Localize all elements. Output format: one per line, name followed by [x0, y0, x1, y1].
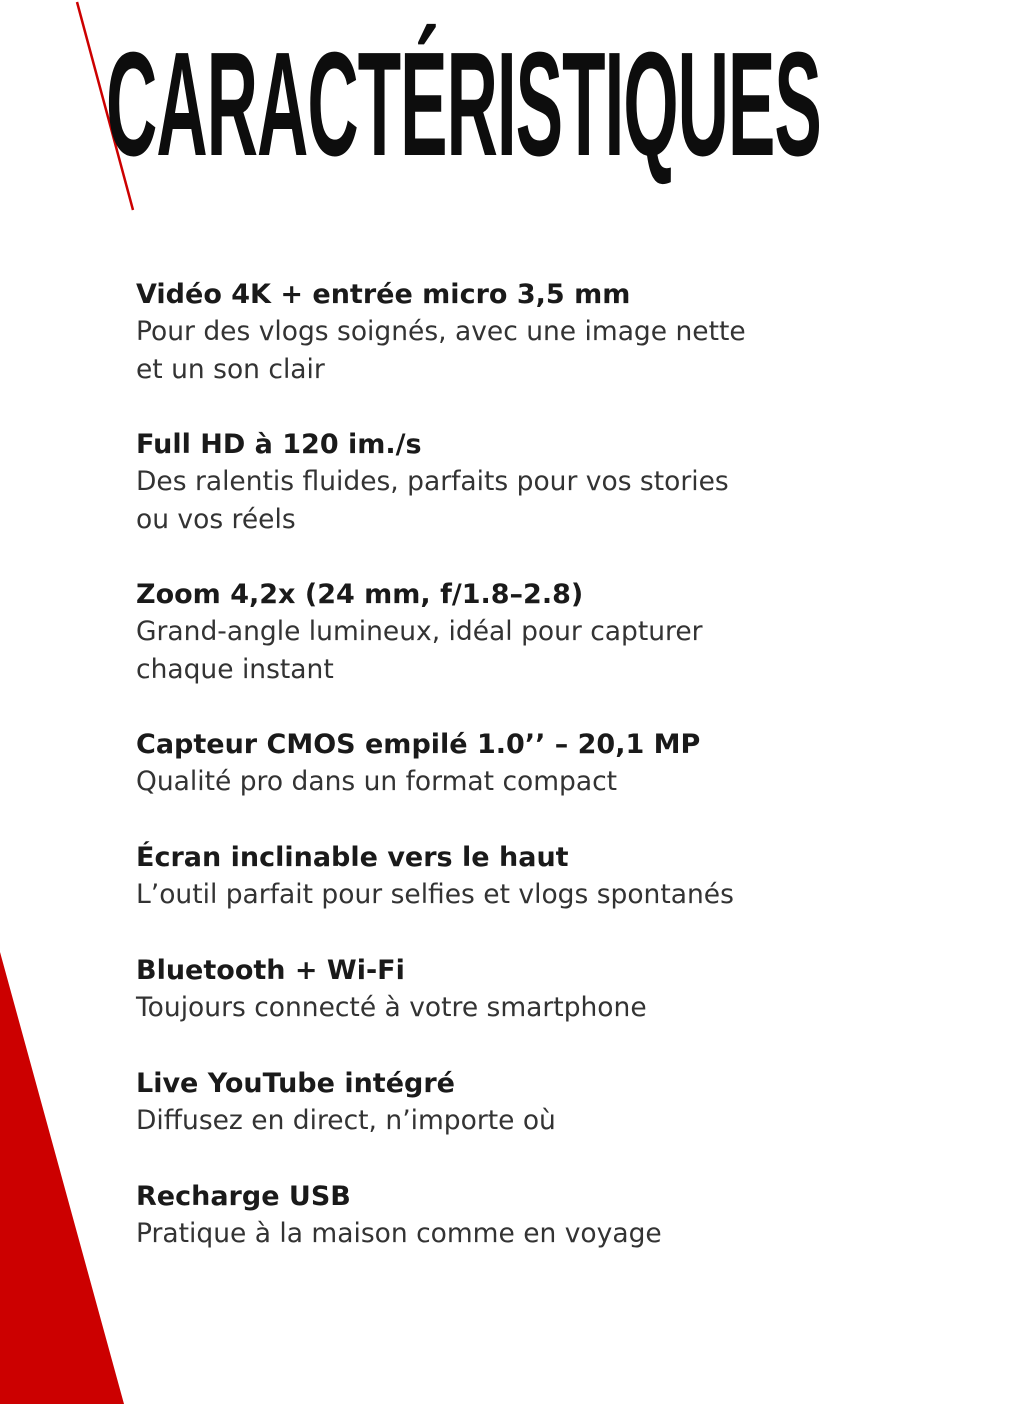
- feature-desc-line: L’outil parfait pour selfies et vlogs spontanés: [136, 879, 734, 910]
- feature-desc-line: Des ralentis fluides, parfaits pour vos stories: [136, 466, 729, 497]
- feature-list: [136, 276, 996, 1253]
- feature-desc-line: et un son clair: [136, 354, 325, 385]
- feature-title: Full HD à 120 im./s: [136, 429, 422, 460]
- feature-item: [136, 726, 996, 801]
- feature-desc-line: Qualité pro dans un format compact: [136, 766, 618, 797]
- spacer: [136, 1027, 996, 1065]
- feature-item: [136, 952, 996, 1027]
- feature-title: Écran inclinable vers le haut: [136, 842, 569, 873]
- feature-desc-line: Toujours connecté à votre smartphone: [136, 992, 647, 1023]
- spacer: [136, 801, 996, 839]
- feature-title: Bluetooth + Wi-Fi: [136, 955, 405, 986]
- feature-item: [136, 1178, 996, 1253]
- feature-title: Capteur CMOS empilé 1.0’’ – 20,1 MP: [136, 729, 701, 760]
- feature-desc-line: chaque instant: [136, 654, 334, 685]
- feature-desc-line: Pour des vlogs soignés, avec une image nette: [136, 316, 746, 347]
- red-corner-triangle: [0, 952, 124, 1404]
- feature-title: Vidéo 4K + entrée micro 3,5 mm: [136, 279, 631, 310]
- feature-title: Recharge USB: [136, 1181, 351, 1212]
- spacer: [136, 389, 996, 426]
- spacer: [136, 689, 996, 726]
- feature-item: [136, 1065, 996, 1140]
- feature-item: [136, 276, 996, 389]
- spacer: [136, 539, 996, 576]
- feature-item: [136, 426, 996, 539]
- spacer: [136, 914, 996, 952]
- feature-item: [136, 576, 996, 689]
- spacer: [136, 1140, 996, 1178]
- feature-title: Zoom 4,2x (24 mm, f/1.8–2.8): [136, 579, 584, 610]
- feature-desc-line: Diffusez en direct, n’importe où: [136, 1105, 556, 1136]
- feature-title: Live YouTube intégré: [136, 1068, 455, 1099]
- feature-desc-line: Pratique à la maison comme en voyage: [136, 1218, 662, 1249]
- feature-item: [136, 839, 996, 914]
- feature-desc-line: ou vos réels: [136, 504, 296, 535]
- page-title: CARACTÉRISTIQUES: [106, 22, 821, 187]
- feature-desc-line: Grand-angle lumineux, idéal pour capturer: [136, 616, 703, 647]
